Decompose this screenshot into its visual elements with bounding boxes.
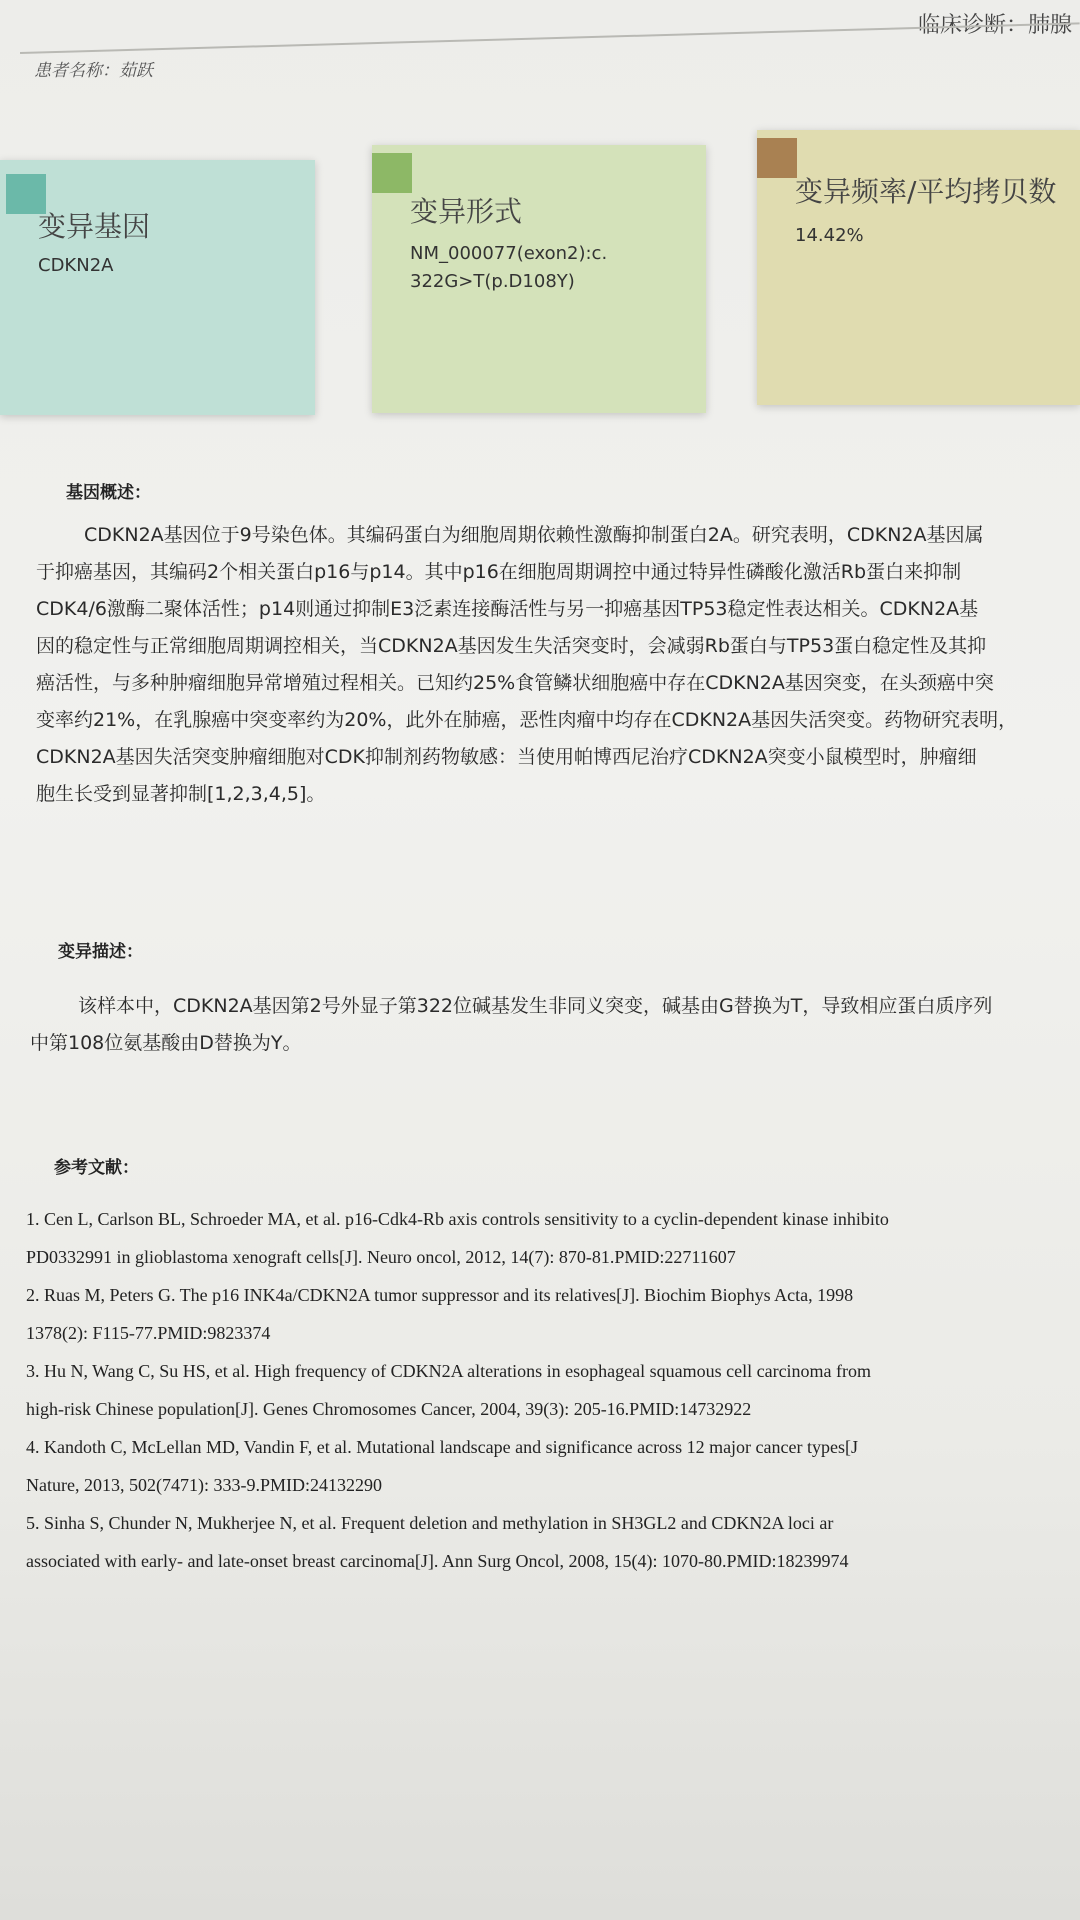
overview-line: CDK4/6激酶二聚体活性；p14则通过抑制E3泛素连接酶活性与另一抑癌基因TP53稳定性表达相关。CDKN2A基 [36, 598, 979, 620]
card-color-swatch [372, 153, 412, 193]
references-title: 参考文献： [54, 1158, 139, 1178]
references-list [26, 1200, 889, 1580]
variant-description-text [30, 988, 992, 1062]
reference-line: 1. Cen L, Carlson BL, Schroeder MA, et al. p16-Cdk4-Rb axis controls sensitivity to a cyclin-dependent kinase inhibito [26, 1209, 889, 1229]
reference-line: 5. Sinha S, Chunder N, Mukherjee N, et al. Frequent deletion and methylation in SH3GL2 and CDKN2A loci ar [26, 1513, 834, 1533]
variant-gene-title: 变异基因 [38, 210, 151, 243]
variant-gene-card [0, 160, 315, 415]
reference-line: PD0332991 in glioblastoma xenograft cells[J]. Neuro oncol, 2012, 14(7): 870-81.PMID:22711607 [26, 1247, 736, 1267]
overview-line: 癌活性，与多种肿瘤细胞异常增殖过程相关。已知约25%食管鳞状细胞癌中存在CDKN2A基因突变，在头颈癌中突 [36, 672, 994, 694]
variant-gene-value: CDKN2A [38, 255, 114, 276]
variant-form-value [410, 240, 607, 296]
variant-frequency-value: 14.42% [795, 225, 864, 246]
card-color-swatch [757, 138, 797, 178]
overview-line: 变率约21%，在乳腺癌中突变率约为20%，此外在肺癌，恶性肉瘤中均存在CDKN2A基因失活突变。药物研究表明， [36, 709, 1018, 731]
variant-frequency-title: 变异频率/平均拷贝数 [795, 175, 1057, 208]
overview-line: 胞生长受到显著抑制[1,2,3,4,5]。 [36, 783, 326, 805]
reference-line: 1378(2): F115-77.PMID:9823374 [26, 1323, 271, 1343]
overview-line: CDKN2A基因位于9号染色体。其编码蛋白为细胞周期依赖性激酶抑制蛋白2A。研究表明，CDKN2A基因属 [84, 524, 984, 546]
overview-line: CDKN2A基因失活突变肿瘤细胞对CDK抑制剂药物敏感：当使用帕博西尼治疗CDKN2A突变小鼠模型时，肿瘤细 [36, 746, 977, 768]
overview-line: 因的稳定性与正常细胞周期调控相关，当CDKN2A基因发生失活突变时，会减弱Rb蛋白与TP53蛋白稳定性及其抑 [36, 635, 987, 657]
variant-form-line-1: NM_000077(exon2):c. [410, 243, 608, 264]
description-line: 中第108位氨基酸由D替换为Y。 [30, 1032, 302, 1054]
variant-form-title: 变异形式 [410, 195, 523, 228]
gene-overview-title: 基因概述： [66, 483, 151, 503]
reference-line: 3. Hu N, Wang C, Su HS, et al. High frequency of CDKN2A alterations in esophageal squamous cell carcinoma from [26, 1361, 872, 1381]
variant-form-card [372, 145, 706, 413]
overview-line: 于抑癌基因，其编码2个相关蛋白p16与p14。其中p16在细胞周期调控中通过特异性磷酸化激活Rb蛋白来抑制 [36, 561, 962, 583]
reference-line: high-risk Chinese population[J]. Genes Chromosomes Cancer, 2004, 39(3): 205-16.PMID:14732922 [26, 1399, 752, 1419]
reference-line: associated with early- and late-onset breast carcinoma[J]. Ann Surg Oncol, 2008, 15(4): 1070-80.PMID:18239974 [26, 1551, 849, 1571]
reference-line: Nature, 2013, 502(7471): 333-9.PMID:24132290 [26, 1475, 382, 1495]
variant-frequency-card [757, 130, 1080, 405]
variant-form-line-2: 322G>T(p.D108Y) [410, 271, 575, 292]
variant-description-title: 变异描述： [58, 942, 143, 962]
reference-line: 4. Kandoth C, McLellan MD, Vandin F, et al. Mutational landscape and significance across 12 major cancer types[J [26, 1437, 858, 1457]
gene-overview-text [36, 517, 1017, 813]
clinical-diagnosis-header: 临床诊断：肺腺 [917, 13, 1072, 38]
reference-line: 2. Ruas M, Peters G. The p16 INK4a/CDKN2A tumor suppressor and its relatives[J]. Biochim Biophys Acta, 1998 [26, 1285, 854, 1305]
patient-name-header: 患者名称：茹跃 [34, 61, 153, 81]
description-line: 该样本中，CDKN2A基因第2号外显子第322位碱基发生非同义突变，碱基由G替换为T，导致相应蛋白质序列 [78, 995, 993, 1017]
